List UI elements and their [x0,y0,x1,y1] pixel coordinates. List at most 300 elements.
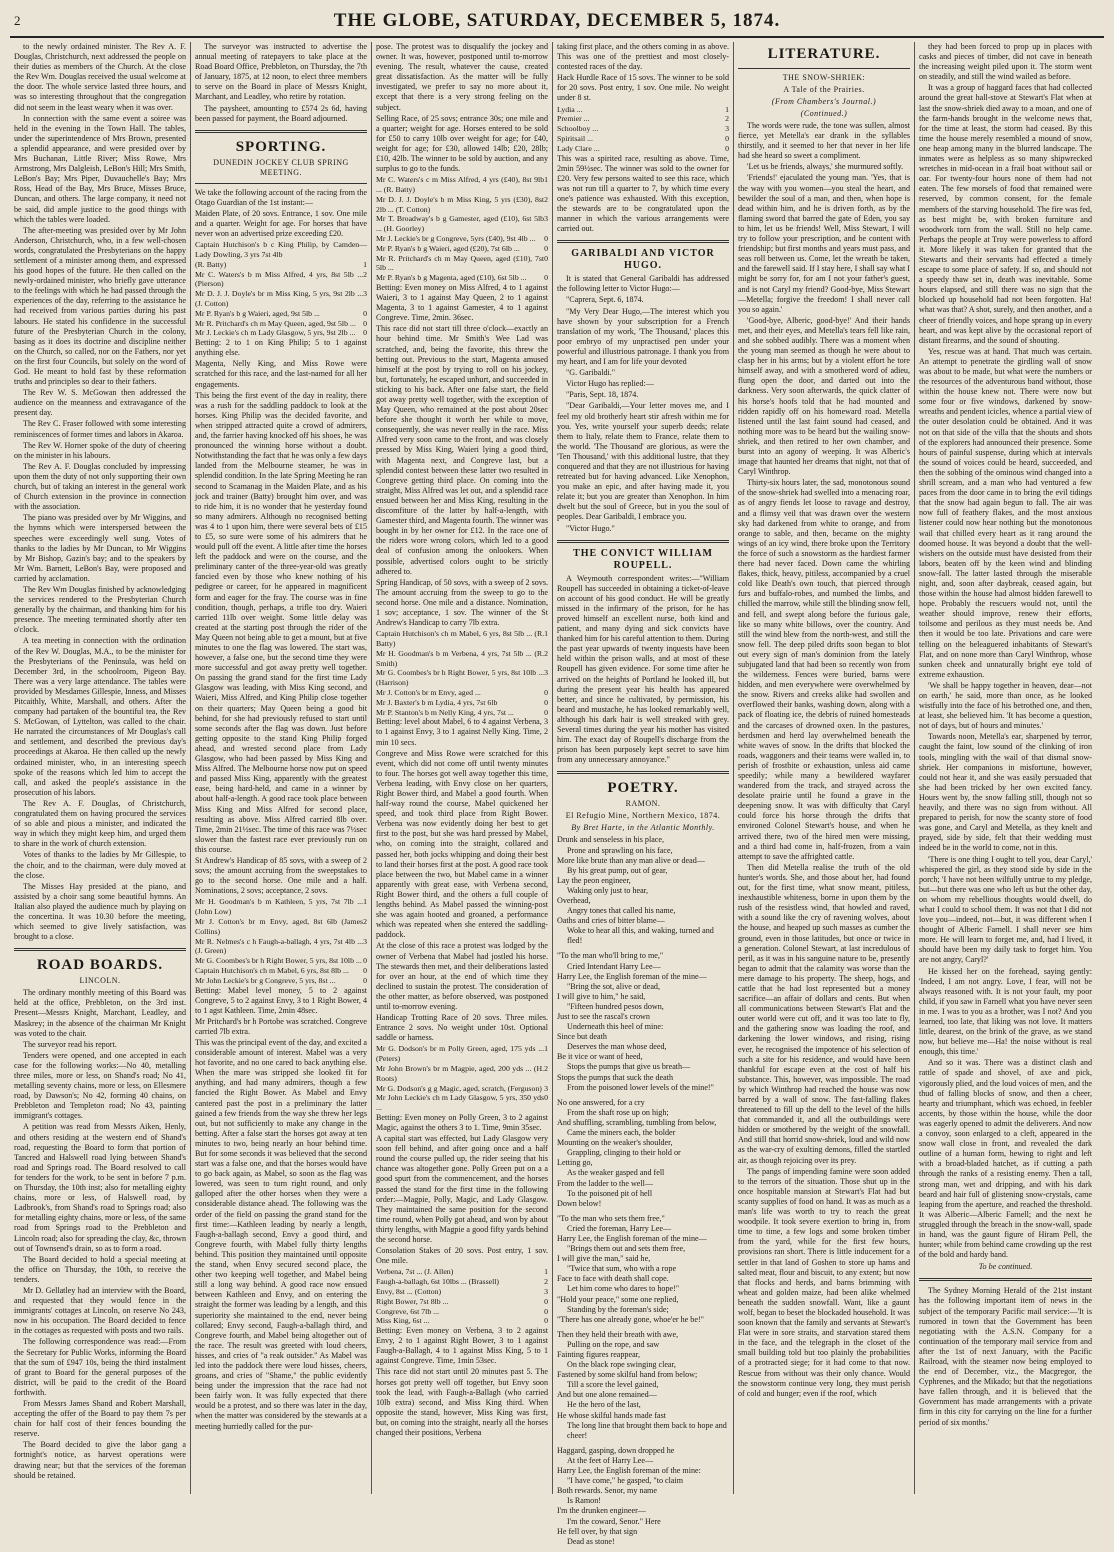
poem-line: Angry tones that called his name, [567,906,676,916]
poem-line: "Fifteen hundred pesos down, [567,1001,664,1011]
paragraph: The Rev A. F. Douglas concluded by impressing upon them the duty of not only supporting their own church, but of taking an interest in the general work of Church extension in the province in connection with the association. [14,461,186,512]
poem-line: "Hold your peace," some one replied, [557,1294,679,1304]
road-boards-continued [195,42,367,124]
entry-placing: 0 [363,328,367,338]
entry-placing: 1 [363,897,367,907]
entry-placing: 2 [544,648,548,658]
story-body [738,121,910,1399]
entry-placing: 0 [544,243,548,253]
entry-placing: 2 [544,1277,548,1287]
poem-line: No one answered, for a cry [557,1097,645,1107]
entry-placing: 2 [725,114,729,124]
poem-line: Be it vice or want of heed, [557,1052,643,1062]
entry-horse: Mr R. Nelmes's c h Faugh-a-ballagh, 4 yrs, 7st 4lb ... (J. Green) [195,936,364,956]
paragraph: pose. The protest was to disqualify the jockey and owner. It was, however, postponed until to-morrow evening. The result, whatever the cause, created great dissatisfaction. As the matter will be fully investigated, we prefer to say no more about it, except that there is a very strong feeling on the subject. [376,42,548,112]
race-report [195,338,367,855]
race-entries [376,1044,548,1113]
paragraph: The pangs of impending famine were soon added to the terrors of the situation. Those shut up in the once hospitable mansion at Stewart's Flat had but scanty supplies of food on hand. It was as much as a man's life was worth to try to reach the great woodpile. It took severe exertion to bring in, from time to time, a few logs and some broken timber from the yard, while for the first few hours, provisions ran short. There is little inducement for a settler in that land of Goshen to store up hams and salted meat, flour and biscuit, to any extent; but now that flocks and herds, and barns brimming with wheat and golden maize, had been alike whelmed beneath the sudden snowfall. Want, like a gaunt wolf, began to beset the blockaded household. It was soon known that the family and servants at Stewart's Flat were in sore straits, and starvation stared them in the face, and the telegraph in the closet of the small building told but too plainly the probabilities of a protracted siege; for it had come to that now. Rescue from without was their only chance. Would the snowstorm continue very long, they must perish of cold and hunger; even if the roof, which [738,1166,910,1398]
paragraph: The Rev C. Fraser followed with some interesting reminiscences of former times and labors in Akaroa. [14,419,186,439]
divider [195,130,367,133]
entry-horse: Miss King, 6st ... [376,1316,430,1326]
paragraph: Betting: level about Mabel, 6 to 4 against Verbena, 3 to 1 against Envy, 3 to 1 against Nelly King. Time, 2 min 10 secs. [376,717,548,747]
poem-line: He the hero of the last, [567,1400,641,1410]
entry-placing: 3 [544,214,548,224]
paragraph: Betting: Even money on Polly Green, 3 to 2 against Magic, against the others 3 to 1. Time, 9min 35sec. [376,1112,548,1133]
race-entry [195,260,367,270]
poem-byline: By Bret Harte, in the Atlantic Monthly. [571,823,715,833]
entry-horse: Lydia ... [557,104,583,114]
paragraph: The Rev A. F. Douglas, of Christchurch, congratulated them on having procured the services of so able and pious a minister, and indicated the way in which they might keep him, and urged them to share in the work of church extension. [14,798,186,849]
race-entry [376,688,548,698]
race-report [195,986,367,1432]
paragraph: And so it was. There was a distinct clash and rattle of spade and shovel, of axe and pick, vigorously plied, and the loud voices of men, and the thud of falling blocks of snow, and then a cheer, hearty and triumphant, which was echoed, in feebler accents, by those within the house, while the door was eagerly opened to admit the deliverers. And now a convoy, soon enlarged to a cleft, appeared in the snow wall close in front, and revealed the dark outline of a human form, hewing to right and left with a broad-bladed hatchet, as if cutting a path through the ranks of a resisting enemy. Then a tall, strong man, wet and dripping, and with his dark beard and hair full of glistening snow-crystals, came leaping from the aperture, and reached the threshold. It was Alberic—Alberic Farnell; and the next he struggled through the breach in the snow-wall, spade in hand, was the gaunt figure of Hiram Pell, the hunter; while from behind came crowding up the rest of the bold and hardy band. [919,1058,1092,1260]
race-entry [376,629,548,649]
poetry-heading: POETRY. [607,780,679,797]
paragraph: Thirty-six hours later, the sad, monotonous sound of the snow-shriek had swelled into a menacing roar, as of angry fiends let loose to ravage and destroy, and a flimsy veil that was drawn over the western sky had darkened from white to orange, and from orange to sable, and then, became on the mighty wings of an icy wind, there broke upon the Territory the force of such a snowstorm as the hardiest farmer there had never faced. Down came the whirling flakes, thick, heavy, pitiless, accompanied by a cruel cold like Death's own touch, that pierced through furs and buffalo-robes, and numbed the limbs, and chilled the marrow, while still the blinding snow fell, and fell, and swept along before the furious gale, like so many white billows, over the country. And still the wind blew from the north-west, and still the snow fell. The deep piled drifts soon began to blot out every sign of man's dominion from the lately subjugated land that had been so recently won from the wilderness. Fences were buried, barns were hidden, and men everywhere were overwhelmed by the snow. Rivers and creeks alike had swollen and overflowed their banks, washing down, along with a pack of floating ice, the debris of ruined homesteads and the carcases of drowned oxen. In the pastures, herdsmen and herd lay overwhelmed beneath the white waves of snow. In the drifts that blocked the roads, waggoners and their teams were walled in, to perish of frostbite or exhaustion, unless aid came speedily; while many a bewildered wayfarer wandered from the track, and strayed across the desolate prairie until he found a grave in the deepening snow. It was with difficulty that Caryl could force his horse through the drifts that environed Colonel Stewart's house, and when he arrived there, two of the hired men were missing, and a third had come in, half-frozen, from a vain attempt to save the affrighted cattle. [738,478,910,861]
paragraph: taking first place, and the others coming in as above. This was one of the prettiest and most closely-contested races of the day. [557,42,729,72]
entry-placing: 1 [363,259,367,269]
race-entry [557,134,729,144]
paragraph: It was a group of haggard faces that had collected around the great hall-stove at Stewart's Flat when at last the snow-shriek died away to a moan, and one of the farm-hands brought in the welcome news that, for the time at least, the storm had ceased. By this time the house merely resembled a mound of snow, one heap among many in the blurred landscape. The inmates were as helpless as so many shipwrecked wretches in mid-ocean in a frail boat without sail or oar. For twenty-four hours none of them had not eaten. The few morsels of food that remained were reserved, by common consent, for the female members of the starving household. The fire was fed, as best might be, with broken furniture and woodwork torn from the wall. Still no help came. Perhaps the people at Troy were powerless to afford it. More likely it was taken for granted that the Stewarts and their servants had effected a timely escape to some place of safety. If so, and should not a speedy thaw set in, death was inevitable. Some hours elapsed, and still there was no sign that the blocked up household had not been forgotten. Ha! what was that? A shot, surely, and then another, and a cheer of friendly voices, and hope sprang up in every heart, and was kept alive by the occasional report of distant firearms, and the sound of shouting. [919,83,1092,345]
paragraph: Betting: 2 to 1 on King Philip; 5 to 1 against anything else. [195,338,367,358]
race-entry [195,917,367,937]
column-6 [915,42,1096,1494]
entry-placing: 0 [544,1296,548,1306]
paragraph: Betting: Even money on Miss Alfred, 4 to 1 against Waieri, 3 to 1 against May Queen, 2 to 1 against Magenta, 3 to 1 against Gamester, 4 to 1 against Congreve. Time, 2min. 36sec. [376,282,548,323]
paragraph: 'There is one thing I ought to tell you, dear Caryl,' whispered the girl, as they stood side by side in the porch; 'I have not been wilfully untrue to my pledge, but—but there was one who left us but the other day, on whom my rebellious thoughts would dwell, do what I could to school them. It was not that I did not love you—indeed, not—but, it was different when I thought of Alberic Farnell. I shall never see him more. He will learn to forget me, and, had I lived, it should have been my daily task to forget him. You are not angry, Caryl?' [919,854,1092,965]
entry-horse: Captain Hutchison's ch m Mabel, 6 yrs, 8st 8lb ... [195,965,349,975]
poem-line: Then they held their breath with awe, [557,1329,679,1339]
poem-line: By his great pump, out of gear, [567,865,668,875]
entry-placing: 0 [544,1316,548,1326]
race-entry [376,708,548,718]
paragraph: 'Friends!' ejaculated the young man. 'Yes, that is the way with you women—you steal the heart, and bewilder the soul of a man, and then, when hope is dead within him, and he is driven forth, as by the flaming sword that barred the gate of Eden, you say to him, let us be friends! Well, Miss Stewart, I will try to follow your prescription, and be content with friendship; but first months and years must pass, and seas roll between us. Come, let the wreath be taken, and the farewell said. If I stay here, I shall say what I might be sorry for, for am I not your father's guest, and is not Caryl my friend? Good-bye, Miss Stewart—Metella; forgive the freedom! I shall never call you so again.' [738,173,910,314]
paragraph: A capital start was effected, but Lady Glasgow very soon fell behind, and after going once and a half round the course pulled up, the rider seeing that his chance was altogether gone. Polly Green put on a a good spurt from the commencement, and the horses passed the stand for the first time in the following order:—Magpie, Polly, Magic, and Lady Glasgow. They maintained the same position for the second time round, when Polly got ahead, and won by about thirty lengths, with Magpie a good fifty yards behind the second horse. [376,1134,548,1245]
story-body-continued [919,42,1092,1260]
entry-horse: Spiritsail ... [557,133,593,143]
entry-horse: Mr P. Ryan's b g Magenta, aged (£10), 6st 5lb ... [376,273,527,283]
entry-horse: Mr J. Leckie's br g Congreve, 5yrs (£40), 9st 4lb ... [376,234,536,243]
poem-line: Haggard, gasping, down dropped he [557,1445,675,1455]
entry-placing: 0 [725,133,729,143]
entry-horse: Mr G. Dodson's g g Magic, aged, scratch, (Ferguson) [376,1083,542,1093]
entry-placing: 1 [544,1044,548,1054]
race-entry [195,897,367,917]
road-boards-heading: ROAD BOARDS. [36,957,164,974]
paragraph: Congreve and Miss Rowe were scratched for this event, which did not come off until twenty minutes to four. The horses got well away together this time, Verbena leading, with Envy close on her quarters, Right Bower third, and Mabel a good fourth. When half-way round the course, Mabel quickened her speed, and took third place from Right Bower. Verbena was now evidently doing her best to get first to the post, but she was hard pressed by Mabel, who, on coming into the straight, collared and passed her, both jocks whipping and doing their best to land their horses first at the post. A good race took place between the two, but Mabel came in a winner apparently with great ease, with Verbena second, Right Bower third, and the others a full couple of lengths behind. As Mabel passed the winning-post she was again hooted and groaned, a performance which was repeated when she entered the saddling-paddock. [376,748,548,940]
race-entry [376,1297,548,1307]
entry-placing: 0 [725,143,729,153]
entry-horse: Mr J. Cotton's br m Envy, aged ... [376,687,481,697]
poem-line: From the ladder to the well— [557,1178,653,1188]
entry-horse: Mr G. Coombes's br h Right Bower, 5 yrs, 8st 10lb ... [195,956,362,966]
entry-horse: Mr H. Goodman's b m Verbena, 4 yrs, 7st 5lb ... (R. Smith) [376,648,545,668]
paragraph: 'Good-bye, Alberic, good-bye!' And their hands met, and their eyes, and Metella's tears fell like rain, and she sobbed audibly. There was a moment when the young man seemed as though he were about to clasp her in his arms; but by a violent effort he tore himself away, and with a smothered word of adieu, flung open the door, and darted out into the darkness. Very soon afterwards, the quick clatter of his horse's hoofs told that he had mounted and ridden rapidly off on his homeward road. Metella listened until the last faint sound had ceased, and nothing more was to be heard but the wailing snow-shriek, and then retired to her own chamber, and burst into an agony of weeping. It was Alberic's image that haunted her dreams that night, not that of Caryl Winthrop. [738,315,910,477]
paragraph: to the newly ordained minister. The Rev A. F. Douglas, Christchurch, next addressed the people on their duties as members of the Church. At the close the Rev Wm. Douglas received the usual welcome at the door. The whole service lasted three hours, and was so interesting throughout that the congregation did not seem in the least weary when it was over. [14,42,186,112]
race-report [376,42,548,113]
race-entry [557,105,729,115]
columns [10,42,1104,1546]
race-entry [376,234,548,244]
paragraph: 'We shall be happy together in heaven, dear—not on earth,' he said, more than once, as he looked wistfully into the face of his betrothed one, and then, at least, she believed him. 'It has become a question, not of days, but of hours and minutes.' [919,680,1092,731]
entry-placing: 3 [544,668,548,678]
poem-line: Underneath this heel of mine: [567,1022,664,1032]
poem-place: El Refugio Mine, Northern Mexico, 1874. [565,811,721,821]
paragraph: The ordinary monthly meeting of this Board was held at the office, Prebbleton, on the 3rd inst. Present—Messrs Knight, Marchant, Leadley, and Maskrey; in the absence of the chairman Mr Knight was voted to the chair. [14,988,186,1038]
poem-line: Pulling on the rope, and saw [567,1339,660,1349]
race-entries [376,1267,548,1326]
column-2 [191,42,372,1494]
paragraph: Then did Metella realise the truth of the old hunter's words. She, and those about her, had found out, for the first time, what snow meant, pitiless, inexhaustible whiteness, borne in upon them by the rush of the resistless wind, that howled and raved, with a sound like the cry of ravening wolves, about the house, and heaped up such masses as cumber the ground, even in those latitudes, but once or twice in a generation. Colonel Stewart, at last incredulous of peril, as it was in his sanguine nature to be, presently began to admit that the calamity was worse than the mere damage to his property. The sheep, hogs, and cattle that he had lost represented but a money sacrifice—an affair of dollars and cents. But when all communications between Stewart's Flat and the outer world were cut off, and it was too late to fly, and the gathering snow was loading the roof, and darkening the lower windows, and rising, rising ever, he recognised the impotence of his selection of such a site for his residence, and would have been thankful for escape even at the cost of half his substance. This, however, was impossible. The road by which Winthrop had reached the house was now barred by a wall of snow. The fast-falling flakes threatened to fill up the dell to the level of the hills that commanded it, and all the outbuildings were hidden or smothered by the weight of the snowfall. And still that horrid snow-shriek, loud and wild now as the war-cry of exulting demons, filled the startled air, as though rejoicing over its prey. [738,862,910,1165]
poem-line: I will give the man," said he, [557,1254,651,1264]
entry-placing: 0 [544,273,548,283]
entry-horse: Mr J. Baxter's b m Lydia, 4 yrs, 7st 6lb [376,697,498,707]
race-conditions: Hack Hurdle Race of 15 sovs. The winner to be sold for 20 sovs. Post entry, 1 sov. One mile. No weight under 8 st. [557,73,729,103]
column-3 [372,42,553,1494]
paragraph: The surveyor read his report. [23,1039,117,1049]
paragraph: He kissed her on the forehead, saying gently: 'Indeed, I am not angry. Love, I fear, will not be always reasoned with. It is not your fault, my poor child, if you saw in Farnell what you have never seen in me. I was to you as a brother, was I not? And you learned, too late, that liking was not love. It matters little, dearest, on the brink of the grave, as we stand now, but believe me—Ha! the noise without is real enough, this time.' [919,966,1092,1057]
paragraph: Yes, rescue was at hand. That much was certain. An attempt to penetrate the girdling wall of snow was about to be made, but what were the numbers or the resources of the adventurous band without, those within the house knew not. There were now but some four or five windows, darkened by snow-wreaths and pendent icicles, whence a partial view of the outer desolation could be obtained. And it was not on that side of the villa that the shouts and shots of the explorers had announced their presence. Some hours of painful suspense, during which at intervals the sound of voices could be heard, succeeded, and then the sobbing of the ominous wind changed into a shrill scream, and a man who had ventured a few paces from the door came in to bring the evil tidings that the snow had again begun to fall. The air was now full of feathery flakes, and the most anxious listener could now hear nothing but the monotonous wail that chilled every heart as it rang around the doomed house. It was beyond a doubt that the well-wishers on the outside must have desisted from their labors, beaten off by the keen wind and blinding snow-fall. The latter lasted through the miserable night, and, soon after daybreak, ceased again, but those within the house had almost bidden farewell to hope. Probably the rescuers would not, until the weather should improve, renew their efforts, toilsome and perilous as they must needs be. And then it would be too late. Privations and care were telling on the beleaguered inhabitants of Stewart's Flat, and on none more than Caryl Winthrop, whose sunken cheek and unnaturally bright eye told of extreme exhaustion. [919,346,1092,679]
paragraph: The Misses Hay presided at the piano, and assisted by a choir sang some beautiful hymns. An Italian also played the audience much by playing on the concertina. It was 10.30 before the meeting, which seemed to give lively satisfaction, was brought to a close. [14,881,186,942]
race-entry [376,1064,548,1084]
paragraph: Betting: Even money on Verbena, 3 to 2 against Envy, 2 to 1 against Right Bower, 3 to 1 against Faugh-a-Ballagh, 4 to 1 against Miss King, 5 to 1 against Congreve. Time, 1min 53sec. [376,1326,548,1366]
entry-horse: (R. Batty) [195,259,227,269]
paragraph: The Sydney Morning Herald of the 21st instant has the following important item of news in the subject of the temporary Pacific mail service:—'It is rumored in town that the Government has been negotiating with the A.S.N. Company for a continuation of the temporary mail service from and after the 1st of next January, with the Pacific Railroad, with the steamer now being employed to the end of December, viz., the Macgregor, the Cyphrenes, and the Mikado; but that the negotiations have fallen through, and it is believed that the Government has made arrangements with a private firm in this city for carrying on the line for a further period of six months.' [919,1286,1092,1427]
paragraph: Towards noon, Metella's ear, sharpened by terror, caught the faint, low sound of the clinking of iron tools, mingling with the wail of that dismal snow-shriek. Her companions in misfortune, however, could not hear it, and she was easily persuaded that she had been tricked by her own excited fancy. Hours went by, the snow falling still, though not so heavily, and there was no sign from without. All prepared to perish, for now the scanty store of food was gone, and Caryl and Metella, as they knelt and prayed, side by side, felt that their wedding must indeed be in the world to come, not in this. [919,732,1092,853]
poem-line: Down below! [557,1198,602,1208]
paragraph: "G. Garibaldi." [566,368,616,378]
entry-placing: 3 [363,936,367,946]
poem-line: Is Ramon! [567,1496,601,1506]
intro-paragraph: We take the following account of the racing from the Otago Guardian of the 1st instant:— [195,187,367,207]
race-entry [195,956,367,966]
column-4 [553,42,734,1546]
racing-article [195,188,367,1432]
poem-line: Since but death [557,1032,607,1042]
poem-line: Grappling, clinging to their hold or [567,1148,681,1158]
paragraph: Victor Hugo has replied:— [566,379,654,389]
race-entries [195,897,367,985]
paragraph: It is stated that General Garibaldi has addressed the following letter to Victor Hugo:— [557,274,729,294]
entry-horse: Mr D. J. J. Doyle's br m Miss King, 5 yrs, 9st 2lb ... (J. Cotton) [195,289,364,308]
race-entry [557,124,729,134]
entry-horse: Mr J. Cotton's br m Envy, aged, 8st 6lb (James Collins) [195,916,364,936]
poem-line: "Bring the sot, alive or dead, [567,981,660,991]
entry-horse: Mr T. Broadway's b g Gamester, aged (£10), 6st 5lb ... (H. Goorley) [376,214,545,234]
poem-line: Standing by the foreman's side; [567,1304,669,1314]
entry-horse: Mr P. Ryan's b g Waieri, aged, 9st 5lb ... [195,308,320,318]
garibaldi-hugo-article [557,274,729,533]
race-report [376,717,548,1012]
divider [557,240,729,243]
entry-horse: Mr R. Pritchard's ch m May Queen, aged (£10), 7st 5lb ... [376,253,545,273]
paragraph: Betting: Mabel level money, 5 to 2 against Congreve, 5 to 2 against Envy, 3 to 1 Right Bower, 4 to 1 agst Kathleen. Time, 2min 48sec. [195,985,367,1015]
race-entry [195,270,367,290]
paragraph: "Dear Garibaldi,—Your letter moves me, and I feel my old brotherly heart stir afresh within me for you. Yes, write yourself your superb deeds; relate them to Italy, relate them to France, relate them to the world. 'The Thousand' are glorious, as were the 'Ten Thousand,' with this additional lustre, that they conquered and that they are not illustrious for having retreated but for having advanced. Like Xenophon, you make an epic, and after having made it, you relate it; but you are greater than Xenophon. In him dwelt but the soul of Greece, but in you the soul of peoples. Dear Garibaldi, I embrace you. [557,401,729,522]
entry-horse: Mr C. Waters's c m Miss Alfred, 4 yrs (£40), 8st 9lb ... (R. Batty) [376,175,545,195]
entry-placing: 1 [544,1267,548,1277]
poem-line: Waking only just to hear, [567,885,649,895]
masthead [10,6,1104,38]
entry-placing: 1 [725,104,729,114]
race-entry [376,254,548,274]
race-conditions: Handicap Trotting Race of 20 sovs. Three miles. Entrance 2 sovs. No weight under 10st. Optional saddle or harness. [376,1013,548,1043]
paragraph: "Paris, Sept. 18, 1874. [566,390,639,400]
poem-line: I'm the drunken engineer— [557,1506,646,1516]
paragraph: The following correspondence was read:—From the Secretary for Public Works, informing the Board that the sum of £947 10s, being the third instalment of grant to Board for the general purposes of the district, will be paid to the credit of the Board forthwith. [14,1337,186,1397]
paragraph: "Victor Hugo." [566,523,615,533]
poem-line: Fainting figures reappear, [557,1350,641,1360]
road-boards-article [14,988,186,1481]
dunedin-jockey-club-subheading: DUNEDIN JOCKEY CLUB SPRING MEETING. [213,157,349,177]
race-entry [376,273,548,283]
poem-line: Dead as stone! [567,1536,615,1546]
paragraph: 'Let us be friends, always,' she murmured softly. [747,162,904,172]
paragraph: This was a spirited race, resulting as above. Time, 2min 59½sec. The winner was sold to the owner for £20. Very few persons waited to see this race, which was not run till a quarter to 7, by which time every one's patience was exhausted. With this exception, the stewards are to be congratulated upon the manner in which the various arrangements were carried out. [557,153,729,234]
race-entries [195,240,367,338]
entry-horse: Faugh-a-ballagh, 6st 10lbs ... (Brassell) [376,1277,499,1287]
race-entry [376,649,548,669]
entry-placing: 0 [544,707,548,717]
convict-roupell-article [557,574,729,766]
paragraph: The paysheet, amounting to £574 2s 6d, having been passed for payment, the Board adjourned. [195,103,367,123]
race-entry [376,1044,548,1064]
paragraph: Magenta, Nelly King, and Miss Rowe were scratched for this race, and the last-named for all her engagements. [195,359,367,389]
poem-line: Cried Intendant Harry Lee— [567,961,661,971]
entry-horse: Schoolboy ... [557,124,599,134]
paragraph: This being the first event of the day in reality, there was a rush for the saddling paddock to look at the horses. King Philip was the decided favorite, and when stripped attracted quite a crowd of admirers, and, the farrier having knocked off his shoes, he was pronounced the winning horse without a doubt. Notwithstanding the fact that he was only a few days landed from the Melbourne steamer, he was in splendid condition. In the late Spring Meeting he ran second to Scamanag in the Maiden Plate, and as his jock and trainer (Batty) brought him over, and was to ride him, it is no wonder that he yesterday found so many admirers. Although no recognised betting was 4 to 1 upon him, there were several bets of £15 to £5, so sure were some of his admirers that he would pull off the event. A little after time the horses left the paddock and were on the course, and the preliminary canter of the three-year-old was greatly fancied even by those who knew nothing of his pedigree or career, for he appeared in magnificent form and eager for the fray. The course was in fine condition, though, perhaps, a trifle too dry. Waieri carried 11lb over weight. Some little delay was created at the starting post through the rider of the May Queen not being able to get a mount, but at five minutes to one the flag was lowered. The start was, however, a false one, but the second time they were more successful and got away pretty well together. On passing the grand stand for the first time Lady Glasgow was leading, with Miss King second, and Waieri, Miss Alfred, and King Philip close together on their quarters; May Queen being a good bit behind, for she had previously refused to start until some seconds after the flag was down. Just before getting opposite to the stand King Philip forged ahead, and wrested second place from Lady Glasgow, who had been passed by Miss King and Miss Alfred. The Melbourne horse now put on speed and passed Miss King, apparently with the greatest ease, being hard-held, and came in a winner by about half-a-length. A good race took place between Miss King and Miss Alfred for second place, resulting as above. Miss Alfred carried 8lb over. Time, 2min 21½sec. The time of this race was 7½sec slower than the fastest race ever previously run on this course. [195,390,367,854]
race-entry [376,668,548,688]
poem-line: "To the man who sets them free," [557,1213,665,1223]
entry-placing: 0 [544,697,548,707]
entry-placing: 0 [544,234,548,243]
poem-line: And shuffling, scrambling, tumbling from below, [557,1117,717,1127]
paragraph: This was the principal event of the day, and excited a considerable amount of interest. Mabel was a very hot favorite, and no one cared to back anything else. When the mare was stripped she looked fit for anything, and had many admirers, though a few fancied the Right Bower. As Mabel and Envy cantered past the post in a preliminary the latter gained a few friends from the way she threw her legs out, but not sufficiently to make any change in the betting. After a false start the horses got away at ten minutes to two, being nearly an hour behind time. But for some seconds it was believed that the second start was a false one, and that the horses would have to go back again, as Mabel, so soon as the flag was lowered, was seen to turn right round, and only galloped after the other horses when they were a considerable distance ahead. The following was the order of the field on passing the grand stand for the first time:—Kathleen leading by nearly a length, Faugh-a-ballagh second, Envy a good third, and Congreve fourth, with Mabel fully thirty lengths behind. This position they maintained until opposite the stand, when Envy secured second place, the other two keeping well together, and Mabel being still a long way behind. A good race now ensued between Kathleen and Envy, and on entering the straight the former was leading by a length, and this superiority she maintained to the end, never being collared; Envy second, Faugh-a-ballagh third, and Congreve fourth, and Mabel being altogether out of the race. The result was greeted with loud cheers, hisses, and cries of "a reak outsider." As Mabel was led into the paddock there were loud hisses, cheers, groans, and cries of "Shame," the public evidently being under the impression that the race had not been fairly won. It was fully expected that there would be a protest, and so there was later in the day, when the matter was considered by the stewards at a meeting hurriedly called for the pur- [195,1037,367,1431]
race-conditions: Selling Race, of 25 sovs; entrance 30s; one mile and a quarter; weight for age. Horses entered to be sold for £50 to carry 10lb over weight for age; for £40, weight for age; for £30, allowed 14lb; £20, 28lb; £10, 42lb. The winner to be sold by auction, and any surplus to go to the funds. [376,113,548,174]
paragraph: The surveyor was instructed to advertise the annual meeting of ratepayers to take place at the Road Board Office, Prebbleton, on Thursday, the 7th of January, 1875, at 12 noon, to elect three members to serve on the Board in place of Messrs Knight, Marchant, and Leadley, who retire by rotation. [195,42,367,102]
poem-line: Letting go, [557,1158,593,1168]
poem-line: Oaths and cries of bitter blame— [557,916,665,926]
entry-horse: Mr G. Dodson's br m Polly Green, aged, 175 yds ... (Peters) [376,1044,545,1064]
entry-horse: Mr G. Coombes's br h Right Bower, 5 yrs, 8st 10lb ... (Harrison) [376,668,545,688]
race-entry [195,240,367,260]
poem-line: Just to see the rascal's crown [557,1012,650,1022]
paragraph: Mr D. Gellatley had an interview with the Board, and requested that they would fence in the immigrants' cottages at Lincoln, on reserve No 243, now in his occupation. The Board decided to fence in the cottages as requested with posts and two rails. [14,1285,186,1336]
race-report [376,283,548,577]
newspaper-title: THE GLOBE, SATURDAY, DECEMBER 5, 1874. [333,10,781,31]
entry-placing: 0 [363,975,367,985]
paragraph: In connection with the same event a soiree was held in the evening in the Town Hall. The tables, under the superintendence of Mrs Brown, presented a splendid appearance, and were presided over by Mrs Buchanan, Little River; Miss Rowe, Mrs Armstrong, Mrs Dalgleish, LeBon's Hill; Mrs Smith, LeBon's Bay; Mrs Piper, Duvauchelle's Bay; Mrs Ross, Head of the Bay, Mrs Bruce, Misses Bruce, Duncan, and others. The large company, it need not be said, did ample justice to the good things with which the tables were loaded. [14,113,186,224]
literature-heading: LITERATURE. [767,46,881,62]
paragraph: The Rev W. Horner spoke of the duty of cheering on the minister in his labours. [14,440,186,460]
lincoln-subheading: LINCOLN. [79,976,121,986]
poem-line: Overhead, [557,895,591,905]
divider [557,540,729,543]
race-entry [195,319,367,329]
entry-horse: Mr H. Goodman's b m Kathleen, 5 yrs, 7st 7lb ... (John Low) [195,897,364,917]
paragraph: The words were rude, the tone was sullen, almost fierce, yet Metella's ear drank in the syllables thirstily, and it seemed to her that never in her life had she heard so sweet a compliment. [738,121,910,161]
race-entry [195,966,367,976]
race-entry [376,1267,548,1277]
poem-line: As the weaker gasped and fell [567,1168,665,1178]
poem-line: He fell over, by that sign [557,1526,638,1536]
race-entries [376,175,548,283]
poem-line: To the poisoned pit of hell [567,1188,653,1198]
race-entry [376,1316,548,1326]
race-conditions: Spring Handicap, of 50 sovs, with a sweep of 2 sovs. The amount accruing from the sweep to go to the second horse. One mile and a distance. Nomination, 1 sov; acceptance, 1 sov. The winner of the St Andrew's Handicap to carry 7lb extra. [376,577,548,628]
poem-line: The long line that brought them back to hope and cheer! [567,1420,727,1440]
poem-line: And but one alone remained— [557,1390,657,1400]
poem-line: Both rewards. Senor, my name [557,1486,657,1496]
entry-horse: Mr P. Ryan's b g Waieri, aged (£20), 7st 6lb ... [376,243,520,253]
to-be-continued: To be continued. [978,1262,1033,1272]
race-entry [376,244,548,254]
paragraph: they had been forced to prop up in places with casks and pieces of timber, did not cave in beneath the increasing weight piled upon it. The storm went on steadily, and still the wind wailed as before. [919,42,1092,82]
entry-horse: Mr C. Waters's b m Miss Alfred, 4 yrs, 8st 5lb ... (Pierson) [195,269,364,289]
entry-horse: Mr D. J. J. Doyle's b m Miss King, 5 yrs (£30), 8st 2lb ... (T. Cotton) [376,194,545,214]
race-entry [557,114,729,124]
paragraph: The piano was presided over by Mr Wiggins, and the hymns which were interspersed between the speeches were exceedingly well sung. Votes of thanks to the ladies by Mr Duncan, to Mr Wiggins by Mr Bishop, Gazin's bay; and to the speakers by Mr Wm. Barnett, LeBon's Bay, were proposed and carried by acclamation. [14,513,186,583]
entry-placing: 3 [363,289,367,299]
paragraph: A tea meeting in connection with the ordination of the Rev W. Douglas, M.A., to be the minister for the Presbyterians of the Peninsula, was held on December 3rd, in the schoolroom, Pigeon Bay. There was a very large attendance. The tables were provided by Mesdames Gillespie, Inness, and Misses Pitcaithly, White, Marshall, and others. After the company had partaken of the bountiful tea, the Rev S. McGowan, of Lyttelton, was called to the chair. He narrated the circumstances of Mr Douglas's call and settlement, and described the previous day's proceedings at Akaroa. He then called up the newly ordained minister, who, in an interesting speech spoke of the reasons which led him to accept the call, and asked the people's assistance in the prosecution of his labors. [14,636,186,797]
race-entry [557,144,729,154]
paragraph: The Board decided to hold a special meeting at the office on Thursday, the 10th, to receive the tenders. [14,1254,186,1284]
race-entry [195,309,367,319]
entry-placing: 3 [725,124,729,134]
divider [195,183,367,184]
sporting-heading: SPORTING. [235,138,327,155]
race-entry [376,1287,548,1297]
mail-service-article [919,1286,1092,1427]
poem-line: Came the miners each, the bolder [567,1128,676,1138]
poem-line: "There has one already gone, whoe'er he be!" [557,1314,704,1324]
poem-line: Let him come who dares to hope!" [567,1284,680,1294]
paragraph: Mr Pritchard's br h Portobe was scratched. Congreve carried 7lb extra. [195,1016,367,1036]
paragraph: "Caprera, Sept. 6, 1874. [566,295,644,305]
page-number: 2 [14,13,21,28]
entry-horse: Mr John Leckie's br g Congreve, 5 yrs, 8st ... [195,975,336,985]
paragraph: This race did not start till three o'clock—exactly an hour behind time. Mr Smith's Wee Lad was scratched, and, being the favorite, this threw the betting out. Previous to the start, Magenta amused himself at the post by trying to roll on his jockey, but, fortunately, he escaped unhurt, and succeeded in sticking to his back. After one false start, the field got away pretty well together, with the exception of May Queen, who remained at the post about 20sec before she thought it worth her while to move, consequently, she was never really in the race. Miss Alfred very soon came to the front, and was closely pressed by Miss King, Waieri lying a good third, with Magenta next, and Congreve last, but a splendid contest between these latter two resulted in Congreve getting third place. On coming into the straight, Miss Alfred was let out, and a splendid race ensued between her and Miss King, resulting in the discomfiture of the latter by half-a-length, with Gamester third, and Magenta fourth. The winner was bought in by her owner for £12. In the race one of the riders wore wrong colors, which led to a good deal of confusion among the onlookers. When possible, advertised colors ought to be strictly adhered to. [376,324,548,576]
garibaldi-hugo-heading: GARIBALDI AND VICTOR HUGO. [571,248,715,272]
poem-line: Mounting on the weaker's shoulder, [557,1138,673,1148]
race-entry [195,976,367,986]
poem-line: Cried the foreman, Harry Lee— [567,1223,672,1233]
entry-horse: Mr J. Leckie's ch m Lady Glasgow, 5 yrs, 9st 2lb ... [195,328,356,338]
paragraph: From Messrs James Shand and Robert Marshall, accepting the offer of the Board to pay them 7s per chain for half cost of their fences bounding the reserve. [14,1399,186,1439]
entry-placing: 0 [544,687,548,697]
paragraph: "My Very Dear Hugo,—The interest which you have shown by your subscription for a French translation of my work, 'The Thousand,' places this poor embryo of my unpractised pen under your powerful and illustrious patronage. I thank you from my heart, and I am for life your devoted [557,306,729,367]
convict-roupell-heading: THE CONVICT WILLIAM ROUPELL. [573,547,713,571]
paragraph: The Rev Wm Douglas finished by acknowledging the services rendered to the Presbyterian Church generally by the chairman, and thanking him for his presence. The meeting terminated shortly after ten o'clock. [14,584,186,635]
entry-placing: 1 [544,629,548,639]
race-conditions: Consolation Stakes of 20 sovs. Post entry, 1 sov. One mile. [376,1246,548,1266]
race-entry [376,175,548,195]
poem-title: RAMON. [625,799,661,809]
poem-line: Stops the pumps that give us breath— [567,1062,691,1072]
divider [919,1278,1092,1281]
paragraph: The Rev W. S. McGowan then addressed the audience on the meanness and extravagance of the present day. [14,388,186,418]
poem-line: "To the man who'll bring to me," [557,951,664,961]
divider [557,771,729,774]
race-report [376,1326,548,1438]
race-entry [376,698,548,708]
entry-placing: 3 [544,1286,548,1296]
poem-line: Drunk and senseless in his place, [557,835,664,845]
entry-placing: 2 [544,1063,548,1073]
entry-horse: Right Bower, 7st 8lb ... [376,1296,449,1306]
paragraph: At the close of this race a protest was lodged by the owner of Verbena that Mabel had jostled his horse. The stewards then met, and their deliberations lasted for over an hour, at the end of which time they declined to sustain the protest. The consideration of the other matter, as before observed, was postponed until to-morrow evening. [376,941,548,1011]
entry-horse: Premier ... [557,114,590,124]
poem-line: Lay the peon engineer, [557,875,631,885]
race-entry [376,1093,548,1113]
poem-line: "Twice that sum, who with a rope [567,1264,677,1274]
entry-horse: Mr P. Stanton's b m Nelly King, 4 yrs, 7st ... [376,707,514,717]
race-entries [557,105,729,154]
entry-placing: 0 [544,1306,548,1316]
poem-line: I will give to him," he said, [557,991,646,1001]
poem-line: "I have come," he gasped, "to claim [567,1476,683,1486]
race-entries [376,629,548,717]
poem-line: Harry Lee, the English foreman of the mine— [557,971,707,981]
poem-body [557,835,729,1551]
poem-line: Stops the pumps that suck the death [557,1072,673,1082]
race-entry [376,1307,548,1317]
race-report [557,154,729,235]
paragraph: Votes of thanks to the ladies by Mr Gillespie, to the choir, and to the chairman, were duly moved at the close. [14,850,186,880]
entry-horse: Captain Hutchison's b c King Philip, by Camden—Lady Dowling, 3 yrs 7st 4lb [195,240,367,260]
entry-placing: 0 [363,318,367,328]
entry-placing: 0 [363,956,367,966]
poem-line: Fastened by some skilful hand from below; [557,1370,698,1380]
poem-line: Face to face with death shall cope. [557,1274,669,1284]
poem-line: Harry Lee, the English foreman of the mine— [557,1233,707,1243]
entry-placing: 0 [544,253,548,263]
entry-horse: Envy, 8st ... (Cotton) [376,1286,442,1296]
poem-line: Deserves the man whose deed, [567,1042,667,1052]
race-entry [376,1084,548,1094]
racing-article-end [557,42,729,234]
poem-line: From the shaft rose up on high; [567,1107,669,1117]
entry-horse: Lady Clare ... [557,143,600,153]
poem-line: More like brute than any man alive or dead— [557,855,705,865]
story-source: (From Chambers's Journal.) [771,97,877,106]
paragraph: A Weymouth correspondent writes:—"William Roupell has succeeded in obtaining a ticket-of-leave on account of his good conduct. He will be greatly missed in the infirmary of the prison, for he has proved himself an excellent nurse, both kind and patient, and many dying and sick convicts have thanked him for his careful attention to them. During the past year upwards of twenty inquests have been held within the prison walls, and at most of these Roupell has given evidence. For some time after he arrived on the heights of Portland he looked ill, but during the present year his health has appeared better, and since he cultivated, by permission, his beard and mustache, he has looked remarkably well, although his dark hair is well streaked with grey. Several times during the year his mother has visited him. The exact day of Roupell's discharge from the prison has been purposely kept secret to save him from any unnecessary annoyance." [557,573,729,765]
paragraph: Tenders were opened, and one accepted in each case for the following works:—No 40, metalling three miles, more or less, on Shand's road; No 41, metalling seventy chains, more or less, on Ellesmere road, by Dawson's; No 42, forming 40 chains, on Prebbleton and Templeton road; No 43, painting immigrant's cottages. [14,1050,186,1121]
race-report [376,1113,548,1245]
entry-placing: 3 [544,1083,548,1093]
race-conditions: St Andrew's Handicap of 85 sovs, with a sweep of 2 sovs; the amount accruing from the sweepstakes to go to the second horse. One mile and a half. Nominations, 2 sovs; acceptance, 2 sovs. [195,855,367,896]
racing-article-continued [376,42,548,1438]
stanza-gap [557,1547,729,1552]
paragraph: The Board decided to give the labor gang a fortnight's notice, as harvest operations were drawing near; but that the services of the foreman should be retained. [14,1440,186,1480]
entry-horse: Verbena, 7st ... (J. Allen) [376,1267,454,1277]
poem-line: Harry Lee, the English foreman of the mine: [557,1466,701,1476]
poem-line: From the poisoned lower levels of the mine!" [567,1082,714,1092]
entry-placing: 0 [544,1093,548,1103]
poem-line: Woke to hear all this, and waking, turned and fled! [567,926,714,946]
race-entry [376,195,548,215]
entry-placing: 2 [363,916,367,926]
poem-line: Prone and sprawling on his face, [567,845,673,855]
entry-horse: Congreve, 6st 7lb ... [376,1306,440,1316]
entry-horse: Mr John Leckie's ch m Lady Glasgow, 5 yrs, 350 yds ... [376,1093,545,1113]
story-subtitle: A Tale of the Prairies. [783,85,865,94]
poem-line: Till a score the level gained, [567,1380,659,1390]
race-entry [195,328,367,338]
entry-placing: 2 [363,269,367,279]
poem-line: I'm the coward, Senor." Here [567,1516,661,1526]
entry-horse: Mr R. Pritchard's ch m May Queen, aged, 9st 5lb ... [195,318,356,328]
